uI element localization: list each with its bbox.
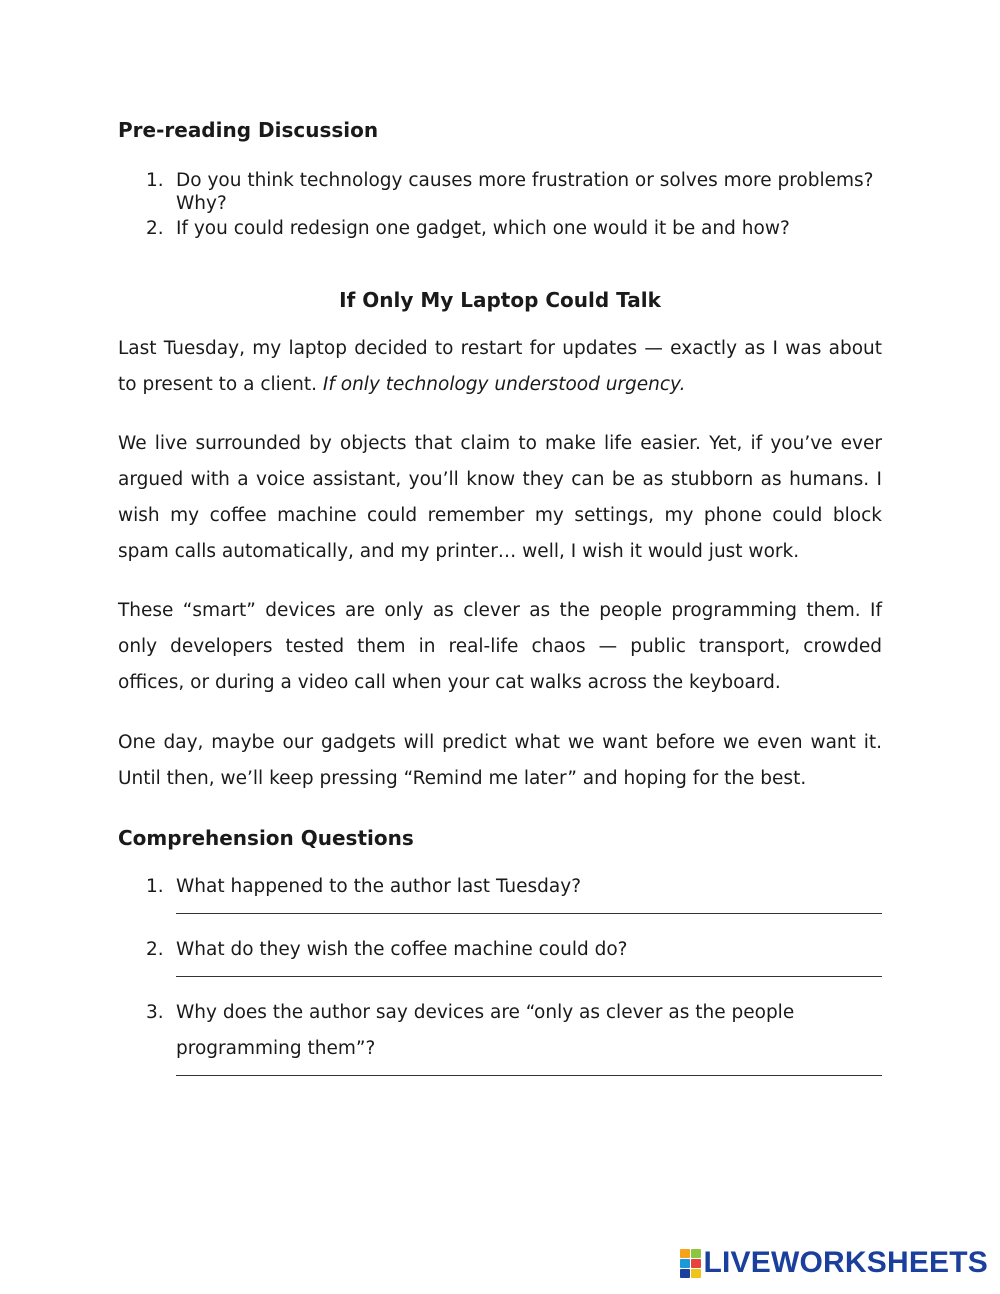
logo-block [691,1259,701,1268]
comprehension-heading: Comprehension Questions [118,826,414,850]
item-number: 1. [146,170,164,191]
logo-mark-icon [680,1249,701,1278]
item-number: 2. [146,939,164,960]
comprehension-list [118,869,884,1076]
logo-block [691,1249,701,1258]
question-text: Why does the author say devices are “only as clever as the people programming them”? [176,1002,795,1059]
item-text: Do you think technology causes more frustration or solves more problems? Why? [176,170,874,214]
pre-reading-list [118,169,884,242]
article-title: If Only My Laptop Could Talk [339,288,661,312]
list-item [118,169,884,215]
item-number: 3. [146,1002,164,1023]
paragraph-3: These “smart” devices are only as clever as the people programming them. If only developers tested them in real-life chaos — public transport, crowded offices, or during a video call when your cat walks across the keyboard. [118,600,882,693]
pre-reading-heading: Pre-reading Discussion [118,118,379,142]
logo-block [680,1249,690,1258]
question-item [118,869,884,914]
paragraph-2: We live surrounded by objects that claim to make life easier. Yet, if you’ve ever argued with a voice assistant, you’ll know they can be as stubborn as humans. I wish my coffee machine could remember my settings, my phone could block spam calls automatically, and my printer… well, I wish it would just work. [118,433,882,562]
logo-block [680,1269,690,1278]
paragraph-1-italic: If only technology understood urgency. [322,374,686,395]
question-item [118,995,884,1076]
paragraph-1 [118,331,882,403]
logo-text: LIVEWORKSHEETS [703,1246,988,1279]
logo-block [691,1269,701,1278]
logo-block [680,1259,690,1268]
item-number: 1. [146,876,164,897]
question-text: What happened to the author last Tuesday? [176,876,582,897]
answer-line[interactable] [176,1075,882,1076]
list-item [118,217,884,240]
paragraph-4: One day, maybe our gadgets will predict what we want before we even want it. Until then, we’ll keep pressing “Remind me later” and hoping for the best. [118,732,882,789]
paragraph-1-text: Last Tuesday, my laptop decided to restart for updates — exactly as I was about to present to a client. [118,338,882,395]
liveworksheets-logo [680,1246,989,1280]
item-text: If you could redesign one gadget, which one would it be and how? [176,218,790,239]
answer-line[interactable] [176,913,882,914]
answer-line[interactable] [176,976,882,977]
question-text: What do they wish the coffee machine could do? [176,939,628,960]
item-number: 2. [146,218,164,239]
question-item [118,932,884,977]
